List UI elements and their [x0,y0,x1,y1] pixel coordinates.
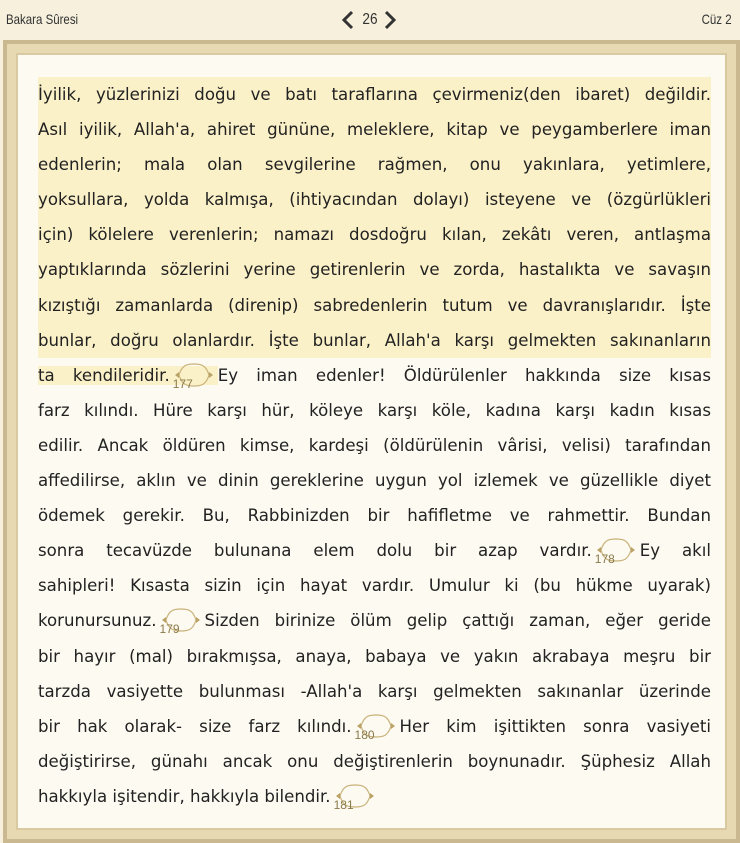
verse-number-179[interactable] [159,607,202,637]
verse-number-text: 180 [354,727,375,742]
verse-number-177[interactable] [172,362,215,391]
verse-177-line[interactable]: edenlerin; mala olan sevgilerine rağmen, onu yakınlara, yetimlere, [38,147,711,182]
verse-177-line[interactable] [38,365,218,391]
verse-number-text: 178 [594,552,615,567]
verse-177-line[interactable]: için) kölelere verenlerin; namazı dosdoğru kılan, zekâtı veren, antlaşma [38,217,711,252]
verse-number-text: 181 [333,797,354,812]
verse-mixed-line [38,779,711,814]
verse-181-line[interactable]: değiştirirse, günahı ancak onu değiştirenlerin boynunadır. Şüphesiz Allah [38,751,711,771]
page-navigator [340,8,400,32]
verse-177-line[interactable]: İyilik, yüzlerinizi doğu ve batı taraflarına çevirmeniz(den ibaret) değildir. [38,77,711,112]
verse-180-line[interactable]: bir hayır (mal) bırakmışsa, anaya, babaya ve yakın akrabaya meşru bir [38,646,711,666]
page-number: 26 [362,11,378,28]
verse-number-180[interactable] [354,713,397,742]
verse-number-181[interactable] [333,783,376,812]
verse-text [38,77,711,814]
verse-180-line[interactable]: tarzda vasiyette bulunması -Allah'a karşı gelmekten sakınanlar üzerinde [38,681,711,701]
verse-177-line[interactable]: yoksullara, yolda kalmışa, (ihtiyacından dolayı) isteyene ve (özgürlükleri [38,182,711,217]
verse-178-tail[interactable]: sonra tecavüzde bulunana elem dolu bir azap vardır. [38,541,592,561]
verse-178-line[interactable]: ödemek gerekir. Bu, Rabbinizden bir hafifletme ve rahmettir. Bundan [38,506,711,526]
verse-179-line[interactable]: sahipleri! Kısasta sizin için hayat vardır. Umulur ki (bu hükme uyarak) [38,576,711,596]
top-bar [0,0,740,40]
page-content [16,53,727,830]
verse-178-line[interactable]: affedilirse, aklın ve dinin gereklerine uygun yol izlemek ve güzellikle diyet [38,471,711,491]
verse-181-start[interactable]: Her kim işittikten sonra vasiyeti [399,716,711,736]
verse-number-178[interactable] [594,537,637,567]
previous-page-button[interactable] [340,10,356,30]
verse-178-line[interactable]: farz kılındı. Hüre karşı hür, köleye karşı köle, kadına karşı kadın kısas [38,400,711,420]
verse-177-line[interactable]: kızıştığı zamanlarda (direnip) sabredenlerin tutum ve davranışlarıdır. İşte [38,288,711,323]
verse-177-tail: ta kendileridir. [38,365,170,385]
verse-178-start[interactable]: Ey iman edenler! Öldürülenler hakkında size kısas [217,365,711,385]
verse-177-line[interactable]: bunlar, doğru olanlardır. İşte bunlar, Allah'a karşı gelmekten sakınanların [38,323,711,358]
verse-179-tail[interactable]: korunursunuz. [38,611,157,631]
verse-181-tail[interactable]: hakkıyla işitendir, hakkıyla bilendir. [38,786,331,806]
verse-178-line[interactable]: edilir. Ancak öldüren kimse, kardeşi (öldürülenin vârisi, velisi) tarafından [38,435,711,455]
verse-number-text: 179 [159,622,180,637]
verse-177-line[interactable]: Asıl iyilik, Allah'a, ahiret gününe, meleklere, kitap ve peygamberlere iman [38,112,711,147]
verse-mixed-line [38,358,711,393]
verse-180-tail[interactable]: bir hak olarak- size farz kılındı. [38,716,352,736]
verse-number-text: 177 [172,376,193,391]
verse-mixed-line [38,603,711,638]
verse-180-start[interactable]: Sizden birinize ölüm gelip çattığı zaman, eğer geride [204,611,711,631]
verse-mixed-line [38,709,711,744]
verse-179-start[interactable]: Ey akıl [639,541,711,561]
juz-label: Cüz 2 [702,11,732,27]
verse-mixed-line [38,533,711,568]
verse-177-line[interactable]: yaptıklarında sözlerini yerine getirenlerin ve zorda, hastalıkta ve savaşın [38,252,711,287]
page-frame [3,40,740,843]
chevron-right-icon [382,10,398,30]
chevron-left-icon [340,10,356,30]
next-page-button[interactable] [382,10,398,30]
surah-name: Bakara Sûresi [6,11,79,27]
